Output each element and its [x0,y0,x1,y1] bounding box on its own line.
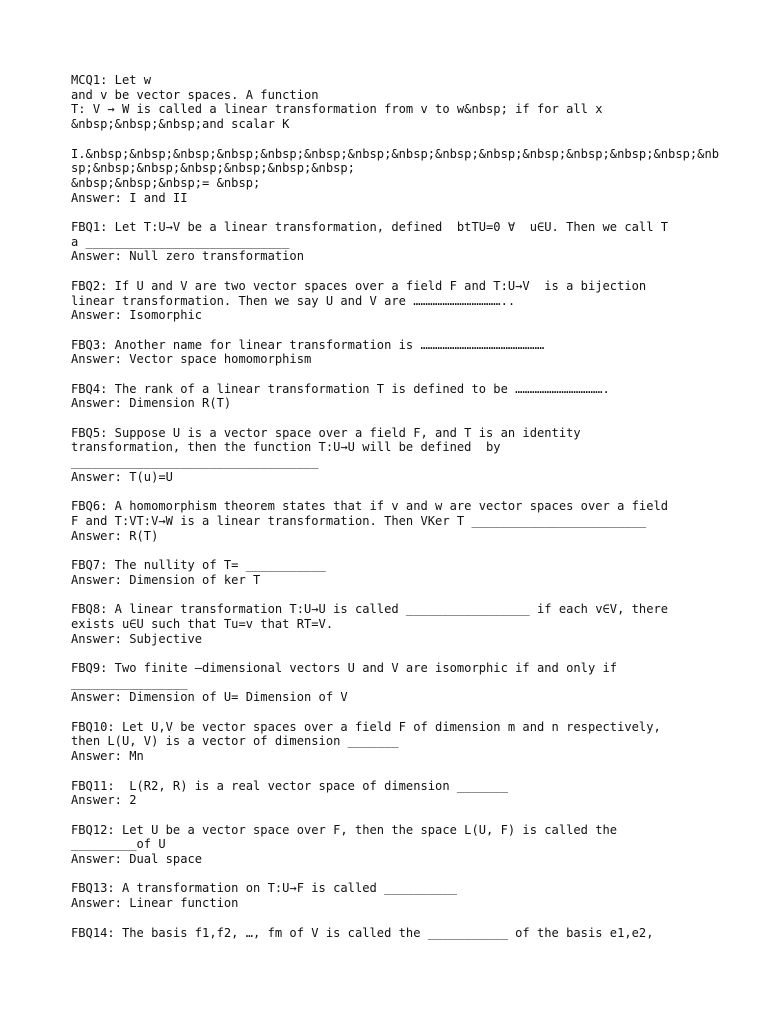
text-line: FBQ14: The basis f1,f2, …, fm of V is called the ___________ of the basis e1,e2, [71,925,654,940]
text-line: MCQ1: Let w [71,73,152,87]
text-line: FBQ3: Another name for linear transformation is …………………………………………… [71,337,545,352]
question-fbq3 [71,338,711,367]
text-line: FBQ11: L(R2, R) is a real vector space of dimension _______ [71,778,508,793]
text-line: linear transformation. Then we say U and V are ……………………………….. [71,293,516,308]
answer-line: Answer: Vector space homomorphism [71,352,312,367]
question-fbq1 [71,220,711,264]
answer-line: Answer: Null zero transformation [71,249,304,264]
question-fbq10 [71,720,711,764]
document-page [71,73,720,955]
question-fbq13 [71,881,711,910]
answer-line: Answer: T(u)=U [71,469,173,484]
question-mcq1 [71,73,711,132]
answer-line: Answer: Dimension of ker T [71,572,261,587]
answer-line: Answer: Isomorphic [71,308,203,323]
question-fbq11 [71,779,711,808]
text-line: &nbsp;&nbsp;&nbsp;and scalar K [71,117,290,132]
text-line: exists u∈U such that Tu=v that RT=V. [71,616,334,631]
answer-line: Answer: Dimension R(T) [71,396,232,411]
answer-line: Answer: 2 [71,793,137,808]
text-line: and v be vector spaces. A function [71,87,319,102]
question-fbq9 [71,661,711,705]
text-line: FBQ6: A homomorphism theorem states that if v and w are vector spaces over a field [71,499,669,514]
text-line: T: V → W is called a linear transformation from v to w&nbsp; if for all x [71,102,603,117]
question-fbq12 [71,823,711,867]
text-line: FBQ8: A linear transformation T:U→U is called _________________ if each v∈V, there [71,602,669,617]
question-fbq7 [71,558,711,587]
text-line: _________of U [71,837,166,852]
text-line: __________________________________ [71,455,319,470]
text-line: FBQ2: If U and V are two vector spaces over a field F and T:U→V is a bijection [71,278,647,293]
answer-line: Answer: I and II [71,190,188,205]
answer-line: Answer: Linear function [71,896,239,911]
text-line: FBQ7: The nullity of T= ___________ [71,558,326,573]
answer-line: Answer: Subjective [71,631,203,646]
answer-line: Answer: Mn [71,749,144,764]
text-line: FBQ1: Let T:U→V be a linear transformation, defined btTU=0 ∀ u∈U. Then we call T [71,220,669,234]
text-line: FBQ9: Two finite –dimensional vectors U and V are isomorphic if and only if [71,660,618,675]
question-fbq6 [71,499,711,543]
question-fbq8 [71,602,711,646]
question-fbq5 [71,426,711,485]
text-line: FBQ10: Let U,V be vector spaces over a field F of dimension m and n respectively, [71,719,661,734]
answer-line: Answer: Dual space [71,852,203,867]
question-fbq14 [71,926,711,941]
text-line: FBQ4: The rank of a linear transformation T is defined to be ………………………………. [71,381,610,396]
text-line: then L(U, V) is a vector of dimension _______ [71,734,399,749]
text-line: &nbsp;&nbsp;&nbsp;= &nbsp; [71,175,261,190]
text-line: FBQ5: Suppose U is a vector space over a field F, and T is an identity [71,425,581,440]
text-line: FBQ13: A transformation on T:U→F is called __________ [71,881,457,896]
text-line: a ____________________________ [71,234,290,249]
text-line: F and T:VT:V→W is a linear transformation. Then VKer T ________________________ [71,513,647,528]
text-line: FBQ12: Let U be a vector space over F, then the space L(U, F) is called the [71,822,618,837]
question-mcq1-options [71,146,720,206]
text-line: sp;&nbsp;&nbsp;&nbsp;&nbsp;&nbsp;&nbsp; [71,161,355,176]
question-fbq2 [71,279,711,323]
answer-line: Answer: R(T) [71,528,159,543]
answer-line: Answer: Dimension of U= Dimension of V [71,690,348,705]
text-line: I.&nbsp;&nbsp;&nbsp;&nbsp;&nbsp;&nbsp;&nbsp;&nbsp;&nbsp;&nbsp;&nbsp;&nbsp;&nbsp;&nbsp;&nb [71,146,720,161]
text-line: ________________ [71,675,188,690]
question-fbq4 [71,382,711,411]
text-line: transformation, then the function T:U→U will be defined by [71,440,501,455]
